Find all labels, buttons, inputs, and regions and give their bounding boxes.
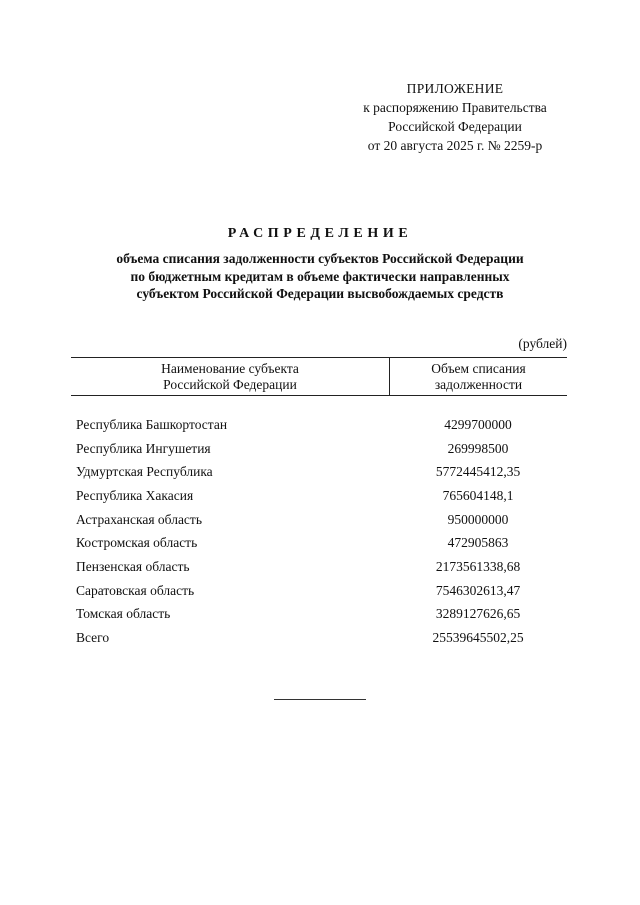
subtitle-line-1: объема списания задолженности субъектов Российской Федерации <box>116 251 524 266</box>
row-subject-name: Пензенская область <box>76 558 190 574</box>
annex-block <box>330 79 580 155</box>
distribution-table <box>71 357 567 650</box>
row-amount: 472905863 <box>447 535 509 551</box>
table-row <box>71 603 567 627</box>
annex-line-order: к распоряжению Правительства <box>363 100 547 115</box>
table-row <box>71 484 567 508</box>
row-amount: 765604148,1 <box>442 487 514 503</box>
subtitle-line-3: субъектом Российской Федерации высвобождаемых средств <box>136 286 504 301</box>
row-subject-name: Республика Башкортостан <box>76 416 228 432</box>
table-total-row <box>71 626 567 650</box>
table-row <box>71 437 567 461</box>
table-row <box>71 508 567 532</box>
row-subject-name: Республика Ингушетия <box>76 440 211 456</box>
row-amount: 269998500 <box>447 440 509 456</box>
subtitle-line-2: по бюджетным кредитам в объеме фактически направленных <box>130 268 510 284</box>
row-amount: 4299700000 <box>444 416 512 432</box>
total-label: Всего <box>76 630 110 646</box>
table-row <box>71 555 567 579</box>
row-subject-name: Костромская область <box>76 535 198 551</box>
annex-line-date: от 20 августа 2025 г. № 2259-р <box>367 138 543 153</box>
header-writeoff-amount <box>390 358 567 395</box>
table-row <box>71 531 567 555</box>
document-heading: РАСПРЕДЕЛЕНИЕ <box>227 226 413 241</box>
header-subject-line-2: Российской Федерации <box>163 376 297 392</box>
row-subject-name: Удмуртская Республика <box>76 464 213 480</box>
row-amount: 2173561338,68 <box>435 558 521 574</box>
row-subject-name: Саратовская область <box>76 582 195 598</box>
row-amount: 950000000 <box>447 511 509 527</box>
row-amount: 3289127626,65 <box>435 606 521 622</box>
closing-rule <box>274 699 366 700</box>
table-row <box>71 413 567 437</box>
header-subject-name <box>71 358 390 395</box>
annex-title: ПРИЛОЖЕНИЕ <box>406 81 504 96</box>
row-subject-name: Томская область <box>76 606 171 622</box>
annex-line-government: Российской Федерации <box>388 119 522 134</box>
table-body <box>71 413 567 650</box>
row-subject-name: Астраханская область <box>76 511 202 527</box>
table-row <box>71 460 567 484</box>
row-amount: 5772445412,35 <box>435 464 521 480</box>
header-amount-line-2: задолженности <box>434 376 523 392</box>
header-subject-line-1: Наименование субъекта <box>161 360 299 376</box>
document-subtitle <box>0 250 640 303</box>
row-amount: 7546302613,47 <box>435 582 521 598</box>
table-header <box>71 357 567 396</box>
total-amount: 25539645502,25 <box>432 630 524 646</box>
header-amount-line-1: Объем списания <box>431 360 526 376</box>
table-row <box>71 579 567 603</box>
units-label: (рублей) <box>518 336 567 351</box>
row-subject-name: Республика Хакасия <box>76 487 194 503</box>
